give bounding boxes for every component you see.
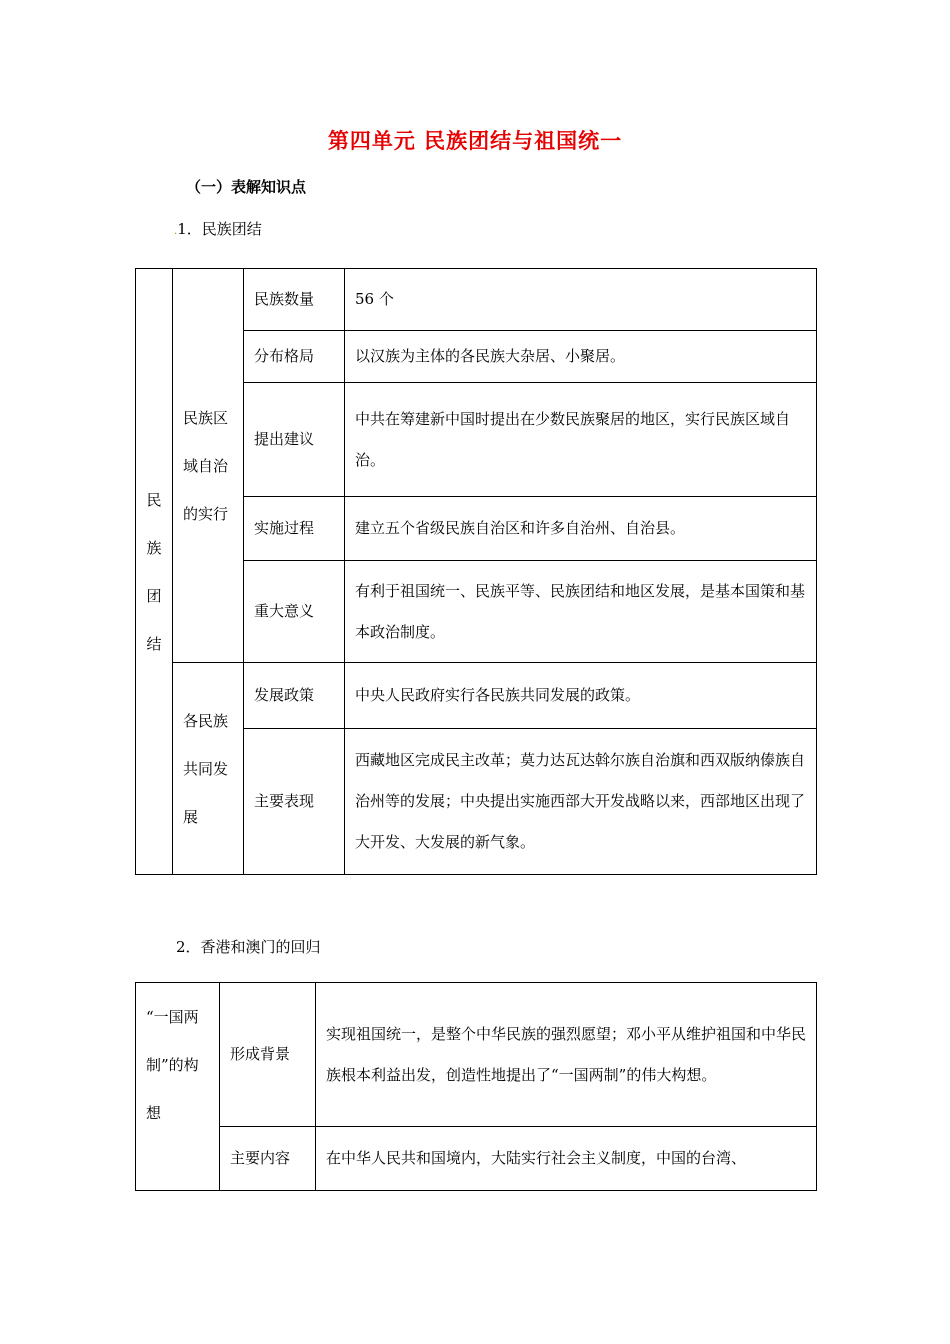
row-content: 中央人民政府实行各民族共同发展的政策。 <box>345 663 817 729</box>
page-title: 第四单元 民族团结与祖国统一 <box>327 129 623 153</box>
row-content: 56 个 <box>345 269 817 331</box>
group-label-cell <box>173 663 244 875</box>
row-content: 建立五个省级民族自治区和许多自治州、自治县。 <box>345 497 817 561</box>
row-label: 主要表现 <box>244 729 345 875</box>
row-label: 分布格局 <box>244 331 345 383</box>
outer-label-cell <box>136 269 173 875</box>
outer-label-cell <box>136 983 220 1191</box>
section-1-heading-text: 1．民族团结 <box>177 220 262 238</box>
section-2-heading: 2．香港和澳门的回归 <box>176 938 321 956</box>
outer-label: 民族团结 <box>146 490 162 653</box>
row-content: 中共在筹建新中国时提出在少数民族聚居的地区，实行民族区域自治。 <box>345 383 817 497</box>
bullet-dot: . <box>174 226 178 237</box>
row-content: 在中华人民共和国境内，大陆实行社会主义制度，中国的台湾、 <box>316 1127 817 1191</box>
row-content: 有利于祖国统一、民族平等、民族团结和地区发展，是基本国策和基本政治制度。 <box>345 561 817 663</box>
subheading: （一）表解知识点 <box>186 178 307 196</box>
row-label: 重大意义 <box>244 561 345 663</box>
row-label: 实施过程 <box>244 497 345 561</box>
group-label-autonomy: 民族区域自治的实行 <box>183 408 229 523</box>
section-1-heading <box>174 218 262 239</box>
row-label: 形成背景 <box>220 983 316 1127</box>
row-content: 西藏地区完成民主改革；莫力达瓦达斡尔族自治旗和西双版纳傣族自治州等的发展；中央提出实施西部大开发战略以来，西部地区出现了大开发、大发展的新气象。 <box>345 729 817 875</box>
row-label: 民族数量 <box>244 269 345 331</box>
group-label-cell <box>173 269 244 663</box>
group-label-development: 各民族共同发展 <box>183 711 229 826</box>
row-label: 主要内容 <box>220 1127 316 1191</box>
ethnic-unity-table <box>135 268 817 875</box>
row-label: 提出建议 <box>244 383 345 497</box>
row-label: 发展政策 <box>244 663 345 729</box>
row-content: 以汉族为主体的各民族大杂居、小聚居。 <box>345 331 817 383</box>
outer-label: “一国两制”的构想 <box>146 1008 199 1122</box>
reunification-table <box>135 982 817 1191</box>
row-content: 实现祖国统一，是整个中华民族的强烈愿望；邓小平从维护祖国和中华民族根本利益出发，创造性地提出了“一国两制”的伟大构想。 <box>316 983 817 1127</box>
